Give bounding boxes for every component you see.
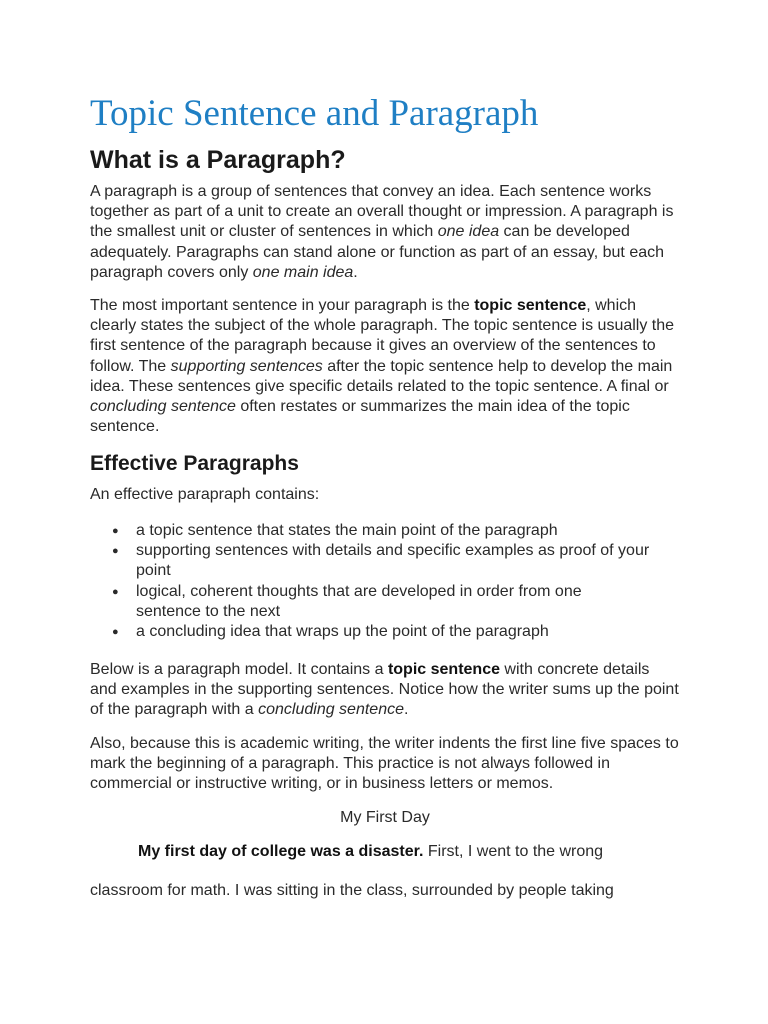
italic-run: concluding sentence	[90, 398, 236, 416]
paragraph-model-description	[90, 660, 680, 721]
text-run: often restates or summarizes the main idea of the topic sentence.	[90, 398, 630, 436]
bold-run: topic sentence	[474, 297, 587, 314]
bullet-icon: ●	[112, 626, 119, 639]
italic-run: one idea	[437, 223, 500, 241]
text-run: after the topic sentence help to develop the main idea. These sentences give specific details related to the topic sentence. A final or	[90, 357, 673, 395]
essay-topic-sentence: My first day of college was a disaster.	[138, 843, 424, 860]
bullet-icon: ●	[112, 545, 119, 558]
text-run: can be developed adequately. Paragraphs can stand alone or function as part of an essay, but each paragraph covers only	[90, 223, 665, 281]
heading-effective-paragraphs: Effective Paragraphs	[90, 452, 299, 475]
paragraph-intro: An effective parapraph contains:	[90, 486, 320, 503]
list-item	[90, 521, 650, 541]
bold-run: topic sentence	[387, 661, 500, 678]
italic-run: concluding sentence	[258, 701, 404, 719]
list-item-text: logical, coherent thoughts that are developed in order from one sentence to the next	[136, 582, 582, 620]
text-run: First, I went to the wrong	[423, 843, 604, 860]
list-item-text: a concluding idea that wraps up the point of the paragraph	[136, 623, 549, 641]
heading-what-is-paragraph: What is a Paragraph?	[90, 146, 346, 174]
list-item-text: a topic sentence that states the main point of the paragraph	[136, 522, 558, 539]
essay-second-line: classroom for math. I was sitting in the class, surrounded by people taking	[90, 882, 614, 899]
italic-run: one main idea	[252, 263, 354, 281]
text-run: with concrete details and examples in the supporting sentences. Notice how the writer sums up the point of the paragraph with a	[90, 661, 679, 719]
essay-title: My First Day	[340, 809, 430, 826]
list-item	[90, 541, 650, 581]
document-title: Topic Sentence and Paragraph	[90, 93, 539, 134]
list-item	[90, 582, 650, 622]
list-item-text: supporting sentences with details and specific examples as proof of your point	[136, 542, 650, 580]
bullet-list	[90, 521, 650, 642]
paragraph-indentation-note: Also, because this is academic writing, the writer indents the first line five spaces to mark the beginning of a paragraph. This practice is not always followed in commercial or instructive writing, or in business letters or memos.	[90, 735, 679, 793]
bullet-icon: ●	[112, 585, 119, 598]
text-run: Below is a paragraph model. It contains a	[90, 661, 388, 678]
list-item	[90, 622, 650, 642]
text-run: The most important sentence in your paragraph is the	[90, 297, 475, 314]
essay-first-line	[138, 842, 603, 862]
text-run: .	[404, 701, 409, 719]
text-run: .	[353, 263, 358, 281]
italic-run: supporting sentences	[170, 357, 323, 375]
paragraph-topic-sentence	[90, 296, 680, 437]
text-run: , which clearly states the subject of the whole paragraph. The topic sentence is usually the first sentence of the paragraph because it gives an overview of the sentences to follow. The	[90, 297, 675, 375]
text-run: A paragraph is a group of sentences that convey an idea. Each sentence works together as part of a unit to create an overall thought or impression. A paragraph is the smallest unit or cluster of sentences in which	[90, 183, 674, 241]
bullet-icon: ●	[112, 525, 119, 537]
paragraph-definition	[90, 182, 680, 283]
